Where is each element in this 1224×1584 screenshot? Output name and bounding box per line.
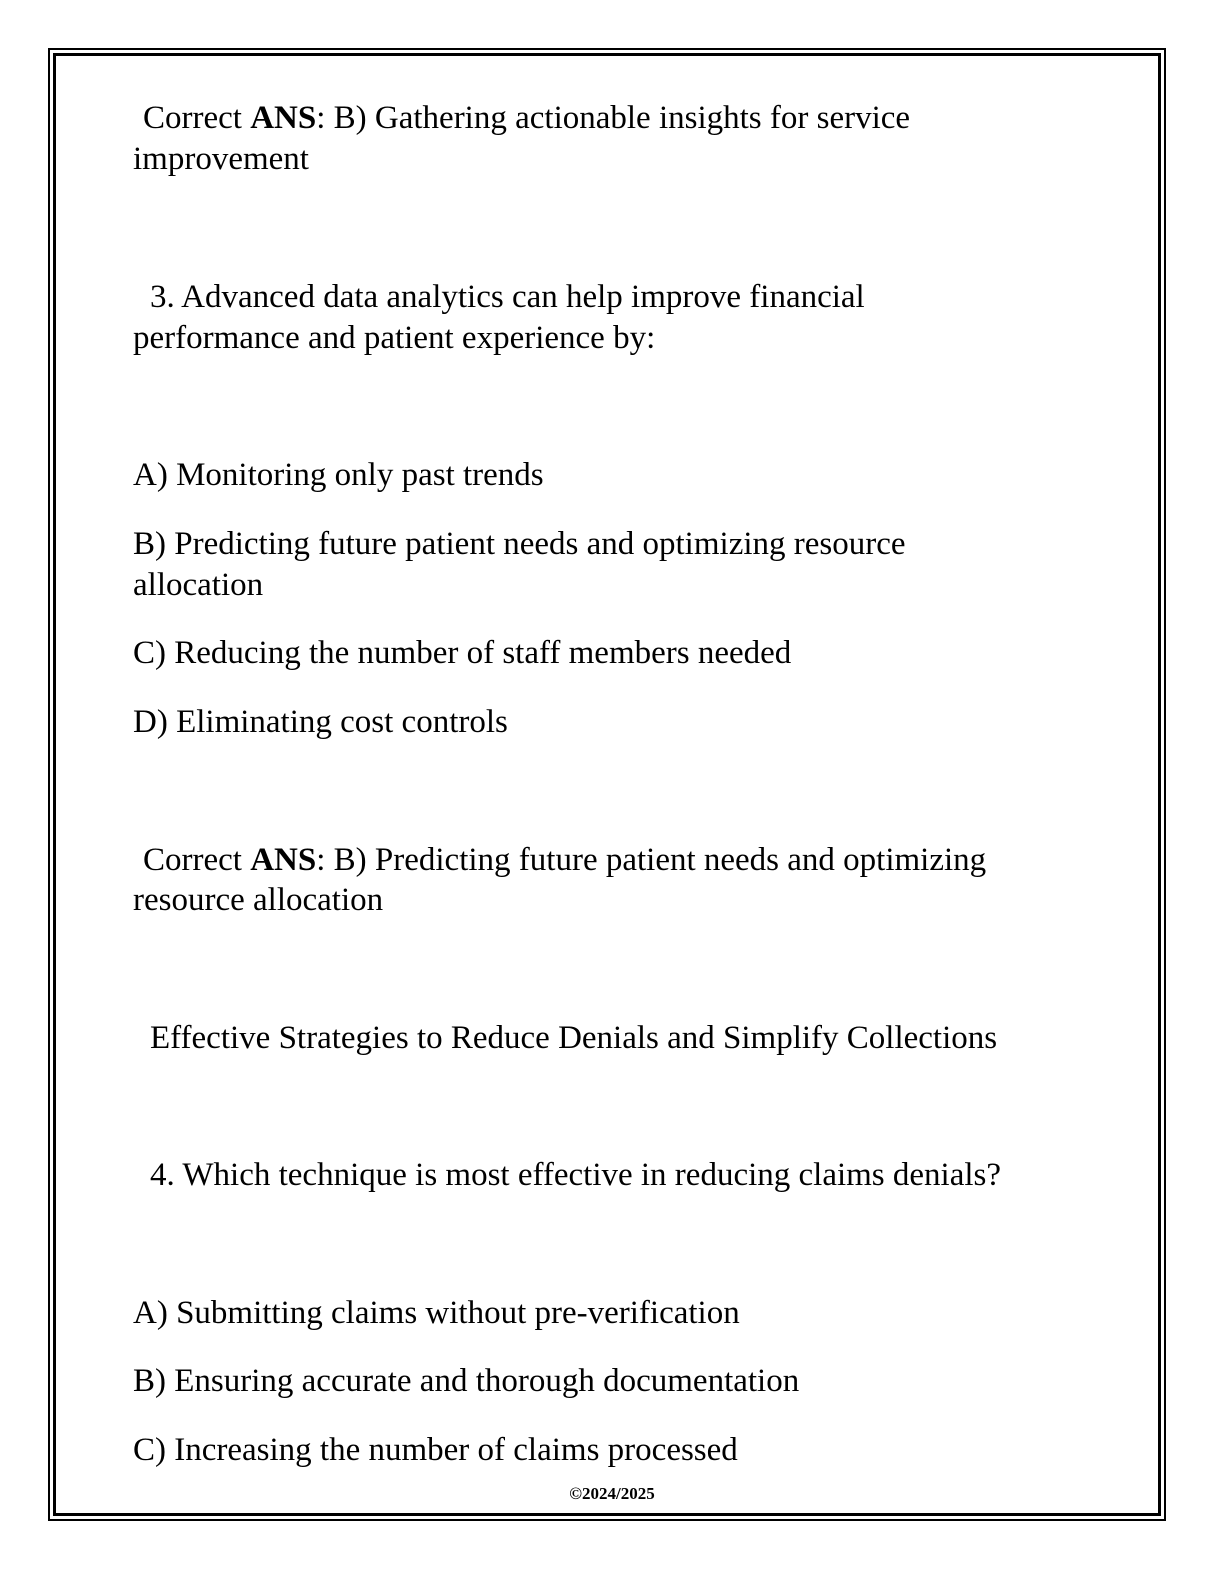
- ans-label: ANS: [250, 842, 317, 878]
- prev-answer-line2: improvement: [133, 141, 309, 177]
- section-heading: Effective Strategies to Reduce Denials and Simplify Collections: [150, 1020, 998, 1056]
- question-4-line1: 4. Which technique is most effective in reducing claims denials?: [150, 1157, 1002, 1193]
- q4-option-b: B) Ensuring accurate and thorough documentation: [133, 1363, 800, 1399]
- q3-option-b: B) Predicting future patient needs and optimizing resource: [133, 526, 906, 562]
- q3-option-a: A) Monitoring only past trends: [133, 457, 544, 493]
- q4-option-a: A) Submitting claims without pre-verification: [133, 1295, 740, 1331]
- ans-label: ANS: [250, 100, 317, 136]
- q3-answer-line1: Correct ANS: B) Predicting future patient needs and optimizing: [143, 842, 987, 878]
- q3-option-d: D) Eliminating cost controls: [133, 704, 508, 740]
- q3-option-c: C) Reducing the number of staff members needed: [133, 635, 792, 671]
- question-3-line2: performance and patient experience by:: [133, 320, 656, 356]
- q3-option-b-cont: allocation: [133, 567, 264, 603]
- question-3-line1: 3. Advanced data analytics can help improve financial: [150, 279, 865, 315]
- prev-answer-line1: Correct ANS: B) Gathering actionable insights for service: [143, 100, 911, 136]
- q3-answer-line2: resource allocation: [133, 882, 384, 918]
- copyright-footer: ©2024/2025: [569, 1484, 655, 1503]
- q4-option-c: C) Increasing the number of claims processed: [133, 1432, 738, 1468]
